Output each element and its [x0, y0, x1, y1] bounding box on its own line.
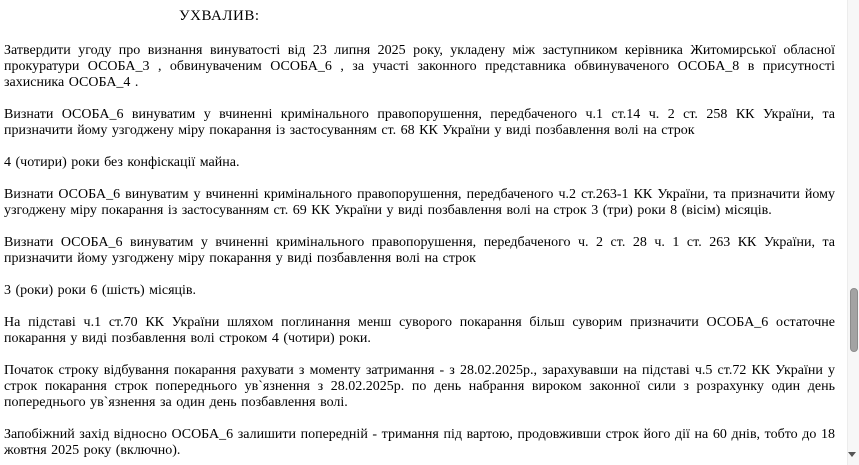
paragraph: Визнати ОСОБА_6 винуватим у вчиненні кримінального правопорушення, передбаченого ч.2 ст.263-1 КК України, та призначити йому узгоджену міру покарання із застосуванням ст. 69 КК України у виді позбавлення волі на строк 3 (три) роки 8 (вісім) місяців.	[4, 187, 835, 218]
paragraph: Визнати ОСОБА_6 винуватим у вчиненні кримінального правопорушення, передбаченого ч. 2 ст. 28 ч. 1 ст. 263 КК України, та призначити йому узгоджену міру покарання у виді позбавлення волі на строк	[4, 235, 835, 266]
paragraph: Визнати ОСОБА_6 винуватим у вчиненні кримінального правопорушення, передбаченого ч.1 ст.14 ч. 2 ст. 258 КК України, та призначити йому узгоджену міру покарання із застосуванням ст. 68 КК України у виді позбавлення волі на строк	[4, 107, 835, 138]
paragraph: 4 (чотири) роки без конфіскації майна.	[4, 155, 240, 170]
paragraph: Запобіжний захід відносно ОСОБА_6 залишити попередній - тримання під вартою, продовживши строк його дії на 60 днів, тобто до 18 жовтня 2025 року (включно).	[4, 427, 835, 458]
paragraph: Початок строку відбування покарання рахувати з моменту затримання - з 28.02.2025р., зарахувавши на підставі ч.5 ст.72 КК України у строк покарання строк попереднього ув`язнення з 28.02.2025р. по день набрання вироком законної сили з розрахунку один день попереднього ув`язнення за один день позбавлення волі.	[4, 363, 835, 410]
paragraph: Затвердити угоду про визнання винуватості від 23 липня 2025 року, укладену між заступником керівника Житомирської обласної прокуратури ОСОБА_3 , обвинуваченим ОСОБА_6 , за участі законного представника обвинуваченого ОСОБА_8 в присутності захисника ОСОБА_4 .	[4, 43, 835, 90]
scrollbar[interactable]	[847, 0, 859, 465]
scroll-down-arrow-icon[interactable]	[848, 452, 856, 457]
scrollbar-thumb[interactable]	[850, 288, 858, 352]
document-heading: УХВАЛИВ:	[179, 8, 260, 24]
paragraph: 3 (роки) роки 6 (шість) місяців.	[4, 283, 197, 298]
paragraph: На підставі ч.1 ст.70 КК України шляхом поглинання менш суворого покарання більш суворим призначити ОСОБА_6 остаточне покарання у виді позбавлення волі строком 4 (чотири) роки.	[4, 315, 835, 346]
